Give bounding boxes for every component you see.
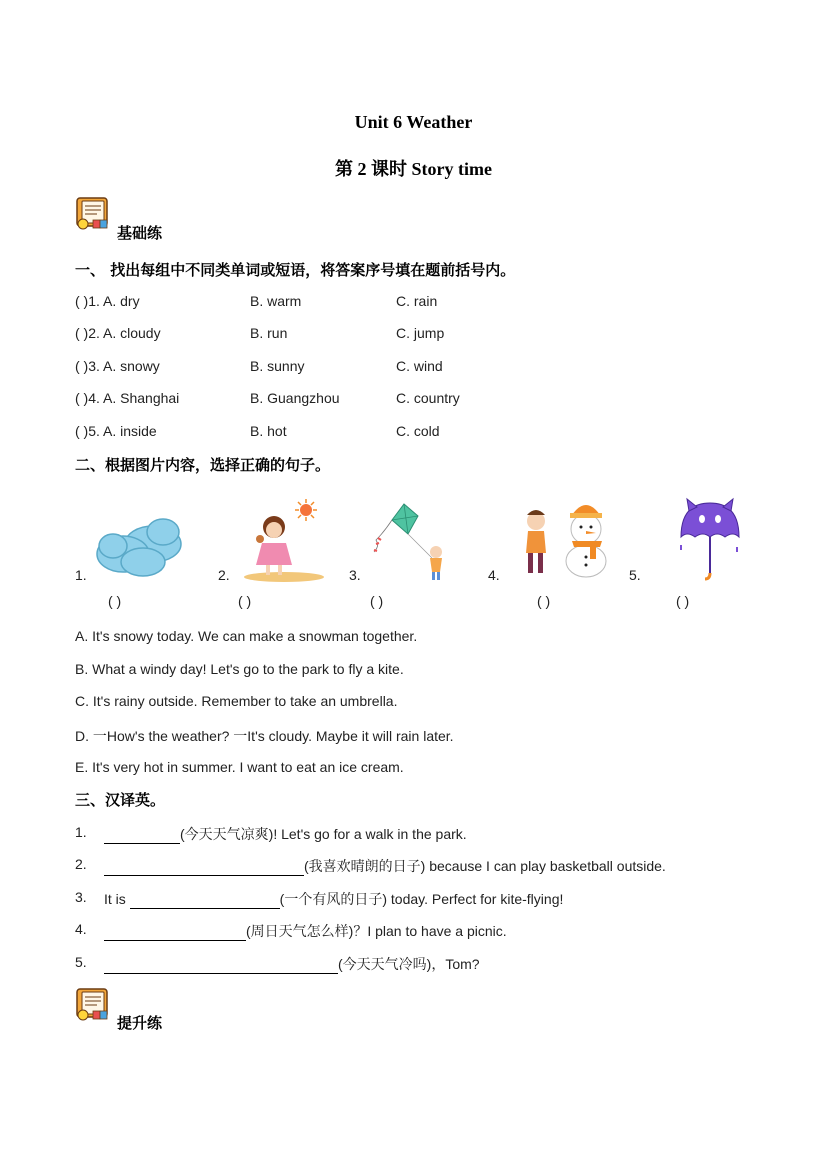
q1-row-2-a: ( )2. A. cloudy xyxy=(75,325,161,341)
q3-item-1-hint: (今天天气凉爽) xyxy=(180,826,274,842)
q1-row-1 xyxy=(75,293,140,309)
notebook-icon xyxy=(75,196,113,232)
question-1-heading: 一、 找出每组中不同类单词或短语，将答案序号填在题前括号内。 xyxy=(75,261,516,279)
q1-row-2-c: C. jump xyxy=(396,325,445,341)
picture-3-answer[interactable]: ( ) xyxy=(370,593,384,609)
picture-1-number: 1. xyxy=(75,567,87,583)
section-header-advanced xyxy=(75,987,113,1027)
q3-item-4-number: 4. xyxy=(75,921,87,937)
page-title: Unit 6 Weather xyxy=(354,112,473,132)
q2-sentence-c: C. It's rainy outside. Remember to take an umbrella. xyxy=(75,693,398,709)
q3-item-5-number: 5. xyxy=(75,954,87,970)
q3-item-5-blank[interactable] xyxy=(104,959,338,974)
q2-sentence-b: B. What a windy day! Let's go to the park to fly a kite. xyxy=(75,661,404,677)
q3-item-5-hint: (今天天气冷吗) xyxy=(338,956,432,972)
q3-item-1-post: ! Let's go for a walk in the park. xyxy=(273,826,467,842)
q1-row-4-a: ( )4. A. Shanghai xyxy=(75,390,180,406)
q3-item-4 xyxy=(104,921,507,941)
q3-item-5 xyxy=(104,954,480,974)
q1-row-3-b: B. sunny xyxy=(250,358,305,374)
q1-row-1-a: ( )1. A. dry xyxy=(75,293,140,309)
kite-icon xyxy=(370,500,458,582)
section-label-basic: 基础练 xyxy=(117,224,163,242)
q1-row-2 xyxy=(75,325,161,341)
q1-row-4-b: B. Guangzhou xyxy=(250,390,340,406)
snowman-icon xyxy=(510,493,610,581)
q1-row-5-c: C. cold xyxy=(396,423,440,439)
picture-4-number: 4. xyxy=(488,567,500,583)
q3-item-1 xyxy=(104,824,467,844)
q1-row-2-b: B. run xyxy=(250,325,288,341)
umbrella-icon xyxy=(675,497,745,583)
notebook-icon xyxy=(75,987,113,1023)
q3-item-2 xyxy=(104,856,666,876)
page-subtitle: 第 2 课时 Story time xyxy=(335,159,492,179)
q3-item-2-blank[interactable] xyxy=(104,861,304,876)
q3-item-3-hint: (一个有风的日子) xyxy=(279,891,387,907)
q3-item-5-post: ，Tom? xyxy=(431,956,480,972)
picture-5-answer[interactable]: ( ) xyxy=(676,593,690,609)
q1-row-5-b: B. hot xyxy=(250,423,287,439)
q1-row-5 xyxy=(75,423,157,439)
q2-sentence-a: A. It's snowy today. We can make a snowman together. xyxy=(75,628,418,644)
q1-row-1-c: C. rain xyxy=(396,293,438,309)
q3-item-3-blank[interactable] xyxy=(130,894,280,909)
picture-3-number: 3. xyxy=(349,567,361,583)
cloud-icon xyxy=(93,512,188,582)
q1-row-4-c: C. country xyxy=(396,390,460,406)
picture-4-answer[interactable]: ( ) xyxy=(537,593,551,609)
q2-sentence-e: E. It's very hot in summer. I want to eat an ice cream. xyxy=(75,759,404,775)
q3-item-3-number: 3. xyxy=(75,889,87,905)
picture-2-answer[interactable]: ( ) xyxy=(238,593,252,609)
q1-row-4 xyxy=(75,390,179,406)
q3-item-4-blank[interactable] xyxy=(104,926,246,941)
q3-item-2-post: because I can play basketball outside. xyxy=(425,858,666,874)
q1-row-3-c: C. wind xyxy=(396,358,443,374)
section-label-advanced: 提升练 xyxy=(117,1014,163,1032)
picture-1-answer[interactable]: ( ) xyxy=(108,593,122,609)
section-header-basic xyxy=(75,196,113,236)
picture-5-number: 5. xyxy=(629,567,641,583)
q3-item-4-post: ？I plan to have a picnic. xyxy=(353,923,507,939)
picture-2-number: 2. xyxy=(218,567,230,583)
q3-item-3-post: today. Perfect for kite-flying! xyxy=(387,891,564,907)
q1-row-3 xyxy=(75,358,160,374)
question-2-heading: 二、根据图片内容，选择正确的句子。 xyxy=(75,456,331,474)
q1-row-1-b: B. warm xyxy=(250,293,302,309)
sun-icon xyxy=(240,497,328,583)
q3-item-1-blank[interactable] xyxy=(104,829,180,844)
q1-row-3-a: ( )3. A. snowy xyxy=(75,358,160,374)
q3-item-3 xyxy=(104,889,563,909)
q3-item-3-pre: It is xyxy=(104,891,130,907)
q2-sentence-d: D. 一How's the weather? 一It's cloudy. Maybe it will rain later. xyxy=(75,728,454,744)
q3-item-2-hint: (我喜欢晴朗的日子) xyxy=(304,858,426,874)
q3-item-4-hint: (周日天气怎么样) xyxy=(246,923,354,939)
question-3-heading: 三、汉译英。 xyxy=(75,791,166,809)
q1-row-5-a: ( )5. A. inside xyxy=(75,423,157,439)
q3-item-1-number: 1. xyxy=(75,824,87,840)
q3-item-2-number: 2. xyxy=(75,856,87,872)
